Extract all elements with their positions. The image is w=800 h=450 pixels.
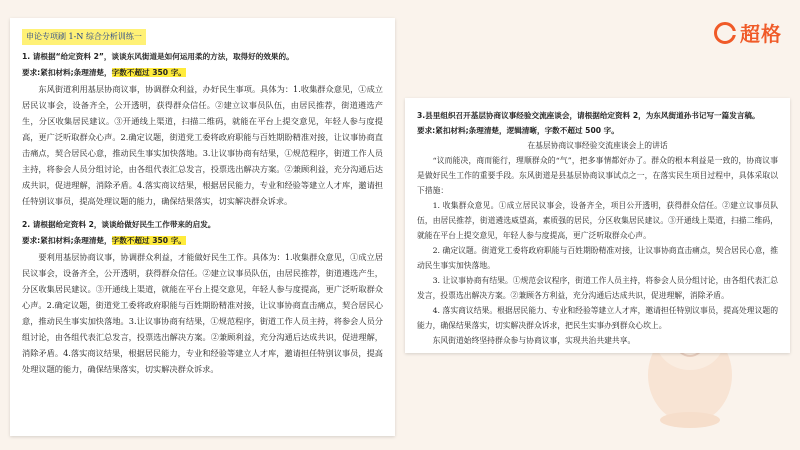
question-2-req-text: 要求:紧扣材料;条理清楚， — [22, 236, 112, 245]
speech-point-3: 3. 让议事协商有结果。①规范会议程序，街道工作人员主持，将参会人员分组讨论，由各组代表汇总发言，投票选出解决方案。②兼顾各方利益，充分沟通后达成共识，促进理解，消除矛盾。 — [417, 276, 778, 300]
question-1-req-text: 要求:紧扣材料;条理清楚， — [22, 68, 112, 77]
question-1-answer: 东风街道利用基层协商议事，协调群众利益，办好民生事项。具体为：1.收集群众意见，①成立居民议事会，设备齐全，公开透明，获得群众信任。②建立议事员队伍，由居民推荐，街道遴选产生，分区收集居民建议。③开通线上渠道，扫描二维码，就能在平台上提交意见，年轻人参与度提高，更广泛听取群众心声。2.确定议题，街道党工委将政府职能与百姓期盼精准对接，让议事协商直击痛点，契合居民心意，推动民生事实加快落地。3.让议事协商有结果，①规范程序，街道工作人员主持，将参会人员分组讨论，由各组代表汇总发言，投票选出解决方案。②兼顾利益，充分沟通后达成共识，促进理解，消除矛盾。4.落实商议结果，根据居民能力，专业和经验等建立人才库，邀请担任特别议事员，提高处理议题的能力，确保结果落实，切实解决群众诉求。 — [22, 84, 383, 206]
question-2-requirement — [22, 233, 383, 249]
question-2-answer: 要利用基层协商议事，协调群众利益，才能做好民生工作。具体为：1.收集群众意见，①成立居民议事会，设备齐全，公开透明，获得群众信任。②建立议事员队伍，由居民推荐，街道遴选产生，分区收集居民建议。③开通线上渠道，就能在平台上提交意见，年轻人参与度提高，更广泛听取群众心声。2.确定议题，街道党工委将政府职能与百姓期盼精准对接，让议事协商直击痛点，契合居民心意，推动民生事实加快落地。3.让议事协商有结果，①规范程序，街道工作人员主持，将参会人员分组讨论，由各组代表汇总发言，投票选出解决方案。②兼顾利益，充分沟通后达成共识，促进理解，消除矛盾。4.落实商议结果，根据居民能力，专业和经验等建立人才库，邀请担任特别议事员，提高处理议题的能力，确保结果落实，切实解决群众诉求。 — [22, 252, 383, 374]
speech-point-2: 2. 确定议题。街道党工委将政府职能与百姓期盼精准对接，让议事协商直击痛点，契合居民心意，推动民生事实加快落地。 — [417, 246, 778, 270]
speech-point-1: 1. 收集群众意见。①成立居民议事会，设备齐全，项目公开透明，获得群众信任。②建立议事员队伍，由居民推荐，街道遴选威望高，素质强的居民，分区收集居民建议。③开通线上渠道，扫描二维码，就能在平台上提交意见，年轻人参与度提高，更广泛听取群众心声。 — [417, 201, 778, 240]
question-2-word-limit: 字数不超过 350 字。 — [111, 236, 186, 245]
speech-title: 在基层协商议事经验交流座谈会上的讲话 — [527, 141, 668, 150]
question-3-requirement: 要求:紧扣材料;条理清楚，逻辑清晰，字数不超过 500 字。 — [417, 126, 619, 135]
page-header: 申论专项刷 1-N 综合分析训练一 — [22, 29, 146, 45]
question-3-title: 3.县里组织召开基层协商议事经验交流座谈会，请根据给定资料 2，为东风街道孙书记写一篇发言稿。 — [417, 111, 760, 120]
question-2-title: 2. 请根据给定资料 2，谈谈给做好民生工作带来的启发。 — [22, 220, 216, 229]
answer-sheet-left — [10, 18, 395, 436]
speech-intro: “议而能决，商而能行，理顺群众的“气”，把多事情都好办了。群众的根本利益是一致的，协商议事是做好民生工作的重要手段。东风街道是县基层协商议事试点之一，在落实民生项目过程中，具体采取以下措施： — [417, 156, 778, 195]
question-1-title: 1. 请根据“给定资料 2”，谈谈东风街道是如何运用柔的方法，取得好的效果的。 — [22, 52, 294, 61]
speech-closing: 东风街道始终坚持群众参与协商议事，实现共治共建共享。 — [432, 336, 636, 345]
answer-sheet-right — [405, 98, 790, 353]
brand-icon — [714, 22, 736, 44]
brand-name: 超格 — [740, 22, 782, 46]
brand-logo — [714, 18, 782, 47]
question-1-requirement — [22, 65, 383, 81]
question-1-word-limit: 字数不超过 350 字。 — [111, 68, 186, 77]
speech-point-4: 4. 落实商议结果。根据居民能力、专业和经验等建立人才库，邀请担任特别议事员，提高处理议题的能力，确保结果落实，切实解决群众诉求，把民生实事办到群众心坎上。 — [417, 306, 778, 330]
